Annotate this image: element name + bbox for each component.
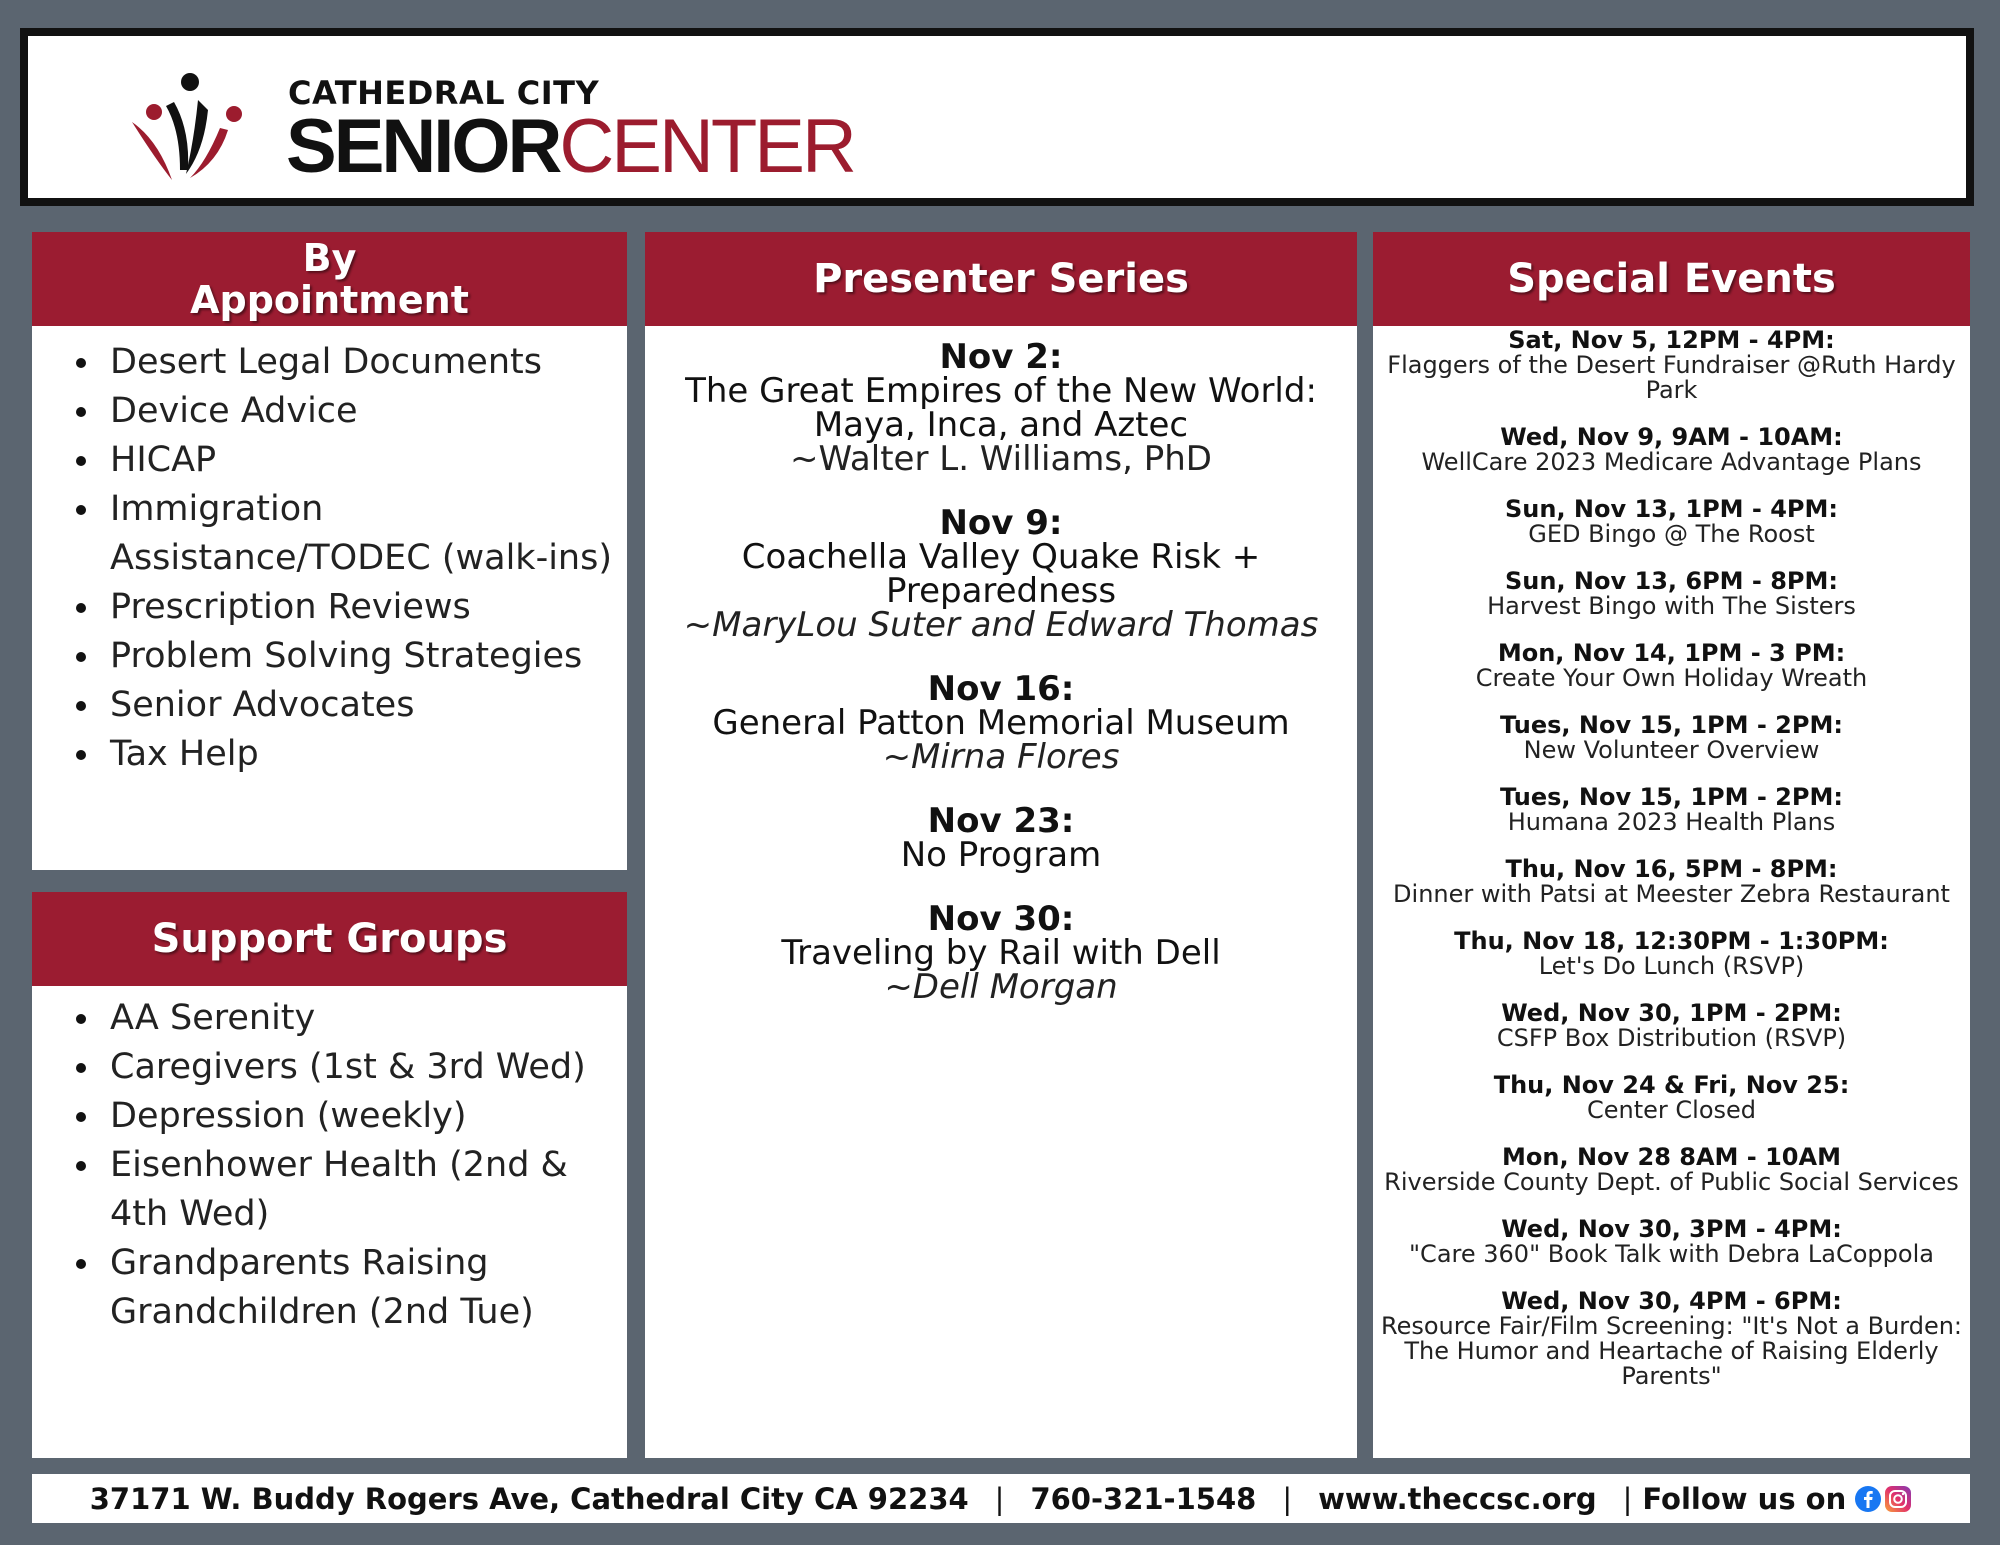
presenter-name: ~MaryLou Suter and Edward Thomas [683,605,1319,645]
appointment-service-item: Problem Solving Strategies [110,632,627,681]
by-appointment-panel [32,232,627,870]
presenter-item [645,801,1357,875]
presenter-title: General Patton Memorial Museum [712,703,1290,743]
presenter-date: Nov 30: [927,899,1075,939]
appointment-service-item: Device Advice [110,387,627,436]
presenter-series-list [645,337,1357,1034]
footer-separator: | [1622,1481,1633,1516]
special-event-item [1373,425,1970,475]
special-event-date: Mon, Nov 14, 1PM - 3 PM: [1497,639,1846,667]
support-groups-panel [32,892,627,1458]
special-event-item [1373,1001,1970,1051]
special-event-date: Wed, Nov 30, 1PM - 2PM: [1501,999,1842,1027]
instagram-icon[interactable] [1884,1485,1912,1513]
logo-mark-icon [128,70,258,180]
presenter-item [645,503,1357,645]
special-events-list [1373,328,1970,1411]
presenter-date: Nov 23: [927,801,1075,841]
appointment-service-item: HICAP [110,436,627,485]
special-event-date: Sat, Nov 5, 12PM - 4PM: [1508,326,1835,354]
logo-wordmark [286,106,854,188]
footer-phone[interactable]: 760-321-1548 [1030,1481,1257,1516]
footer-separator: | [994,1481,1005,1516]
presenter-date: Nov 16: [927,669,1075,709]
support-group-item: Eisenhower Health (2nd & 4th Wed) [110,1141,627,1239]
special-event-date: Thu, Nov 18, 12:30PM - 1:30PM: [1454,927,1889,955]
support-groups-heading: Support Groups [32,892,627,986]
support-group-item: Grandparents Raising Grandchildren (2nd Tue) [110,1239,627,1337]
special-event-item [1373,1145,1970,1195]
special-event-item [1373,785,1970,835]
special-event-item [1373,497,1970,547]
special-event-description: Riverside County Dept. of Public Social Services [1384,1168,1959,1196]
special-event-date: Wed, Nov 9, 9AM - 10AM: [1500,423,1843,451]
support-group-item: Depression (weekly) [110,1092,627,1141]
special-events-heading: Special Events [1373,232,1970,326]
footer-website-link[interactable]: www.theccsc.org [1318,1481,1597,1516]
appointment-service-item: Prescription Reviews [110,583,627,632]
special-event-item [1373,1289,1970,1389]
special-event-description: Humana 2023 Health Plans [1507,808,1836,836]
logo [128,70,854,190]
special-event-description: Let's Do Lunch (RSVP) [1538,952,1805,980]
special-event-date: Tues, Nov 15, 1PM - 2PM: [1500,783,1843,811]
special-event-date: Wed, Nov 30, 4PM - 6PM: [1501,1287,1842,1315]
special-event-item [1373,929,1970,979]
support-group-item: AA Serenity [110,994,627,1043]
special-event-item [1373,641,1970,691]
presenter-date: Nov 2: [939,337,1063,377]
presenter-date: Nov 9: [939,503,1063,543]
special-event-date: Wed, Nov 30, 3PM - 4PM: [1501,1215,1842,1243]
presenter-item [645,337,1357,479]
special-event-description: CSFP Box Distribution (RSVP) [1496,1024,1847,1052]
presenter-name: ~Dell Morgan [884,967,1118,1007]
presenter-name: ~Walter L. Williams, PhD [790,439,1212,479]
logo-senior-text: SENIOR [286,104,560,189]
presenter-item [645,899,1357,1007]
special-event-date: Thu, Nov 16, 5PM - 8PM: [1505,855,1838,883]
special-event-description: New Volunteer Overview [1523,736,1820,764]
logo-center-text: CENTER [559,104,854,189]
special-event-item [1373,1073,1970,1123]
presenter-name: ~Mirna Flores [882,737,1120,777]
special-event-description: Resource Fair/Film Screening: "It's Not a Burden: The Humor and Heartache of Raising Elderly Parents" [1380,1312,1963,1390]
presenter-title: Coachella Valley Quake Risk + Preparedness [741,537,1261,611]
special-event-item [1373,328,1970,403]
header-banner [20,28,1974,206]
footer-follow-text: Follow us on [1642,1481,1847,1516]
special-event-description: WellCare 2023 Medicare Advantage Plans [1421,448,1922,476]
by-appointment-heading: By Appointment [32,232,627,326]
special-event-item [1373,857,1970,907]
special-event-date: Mon, Nov 28 8AM - 10AM [1502,1143,1841,1171]
appointment-service-item: Desert Legal Documents [110,338,627,387]
special-event-item [1373,713,1970,763]
footer-separator: | [1282,1481,1293,1516]
presenter-title: The Great Empires of the New World: Maya, Inca, and Aztec [685,371,1317,445]
special-event-description: Center Closed [1586,1096,1757,1124]
support-group-item: Caregivers (1st & 3rd Wed) [110,1043,627,1092]
special-event-description: Flaggers of the Desert Fundraiser @Ruth Hardy Park [1387,351,1956,404]
footer-address: 37171 W. Buddy Rogers Ave, Cathedral City CA 92234 [89,1481,969,1516]
presenter-title: No Program [900,835,1102,875]
presenter-series-heading: Presenter Series [645,232,1357,326]
special-event-description: "Care 360" Book Talk with Debra LaCoppola [1409,1240,1934,1268]
special-event-date: Sun, Nov 13, 6PM - 8PM: [1505,567,1838,595]
presenter-title: Traveling by Rail with Dell [781,933,1221,973]
appointment-service-item: Senior Advocates [110,681,627,730]
presenter-series-panel [645,232,1357,1458]
support-groups-list [32,994,627,1337]
special-event-description: Create Your Own Holiday Wreath [1475,664,1868,692]
special-event-item [1373,1217,1970,1267]
by-appointment-list [32,338,627,779]
appointment-service-item: Tax Help [110,730,627,779]
special-event-description: Dinner with Patsi at Meester Zebra Restaurant [1393,880,1950,908]
special-event-description: GED Bingo @ The Roost [1528,520,1815,548]
special-event-date: Thu, Nov 24 & Fri, Nov 25: [1493,1071,1850,1099]
facebook-icon[interactable] [1854,1485,1882,1513]
special-event-item [1373,569,1970,619]
special-event-date: Sun, Nov 13, 1PM - 4PM: [1505,495,1838,523]
logo-city-text: CATHEDRAL CITY [288,74,600,112]
special-events-panel [1373,232,1970,1458]
appointment-service-item: Immigration Assistance/TODEC (walk-ins) [110,485,627,583]
footer-bar [32,1474,1970,1523]
presenter-item [645,669,1357,777]
special-event-date: Tues, Nov 15, 1PM - 2PM: [1500,711,1843,739]
special-event-description: Harvest Bingo with The Sisters [1487,592,1856,620]
